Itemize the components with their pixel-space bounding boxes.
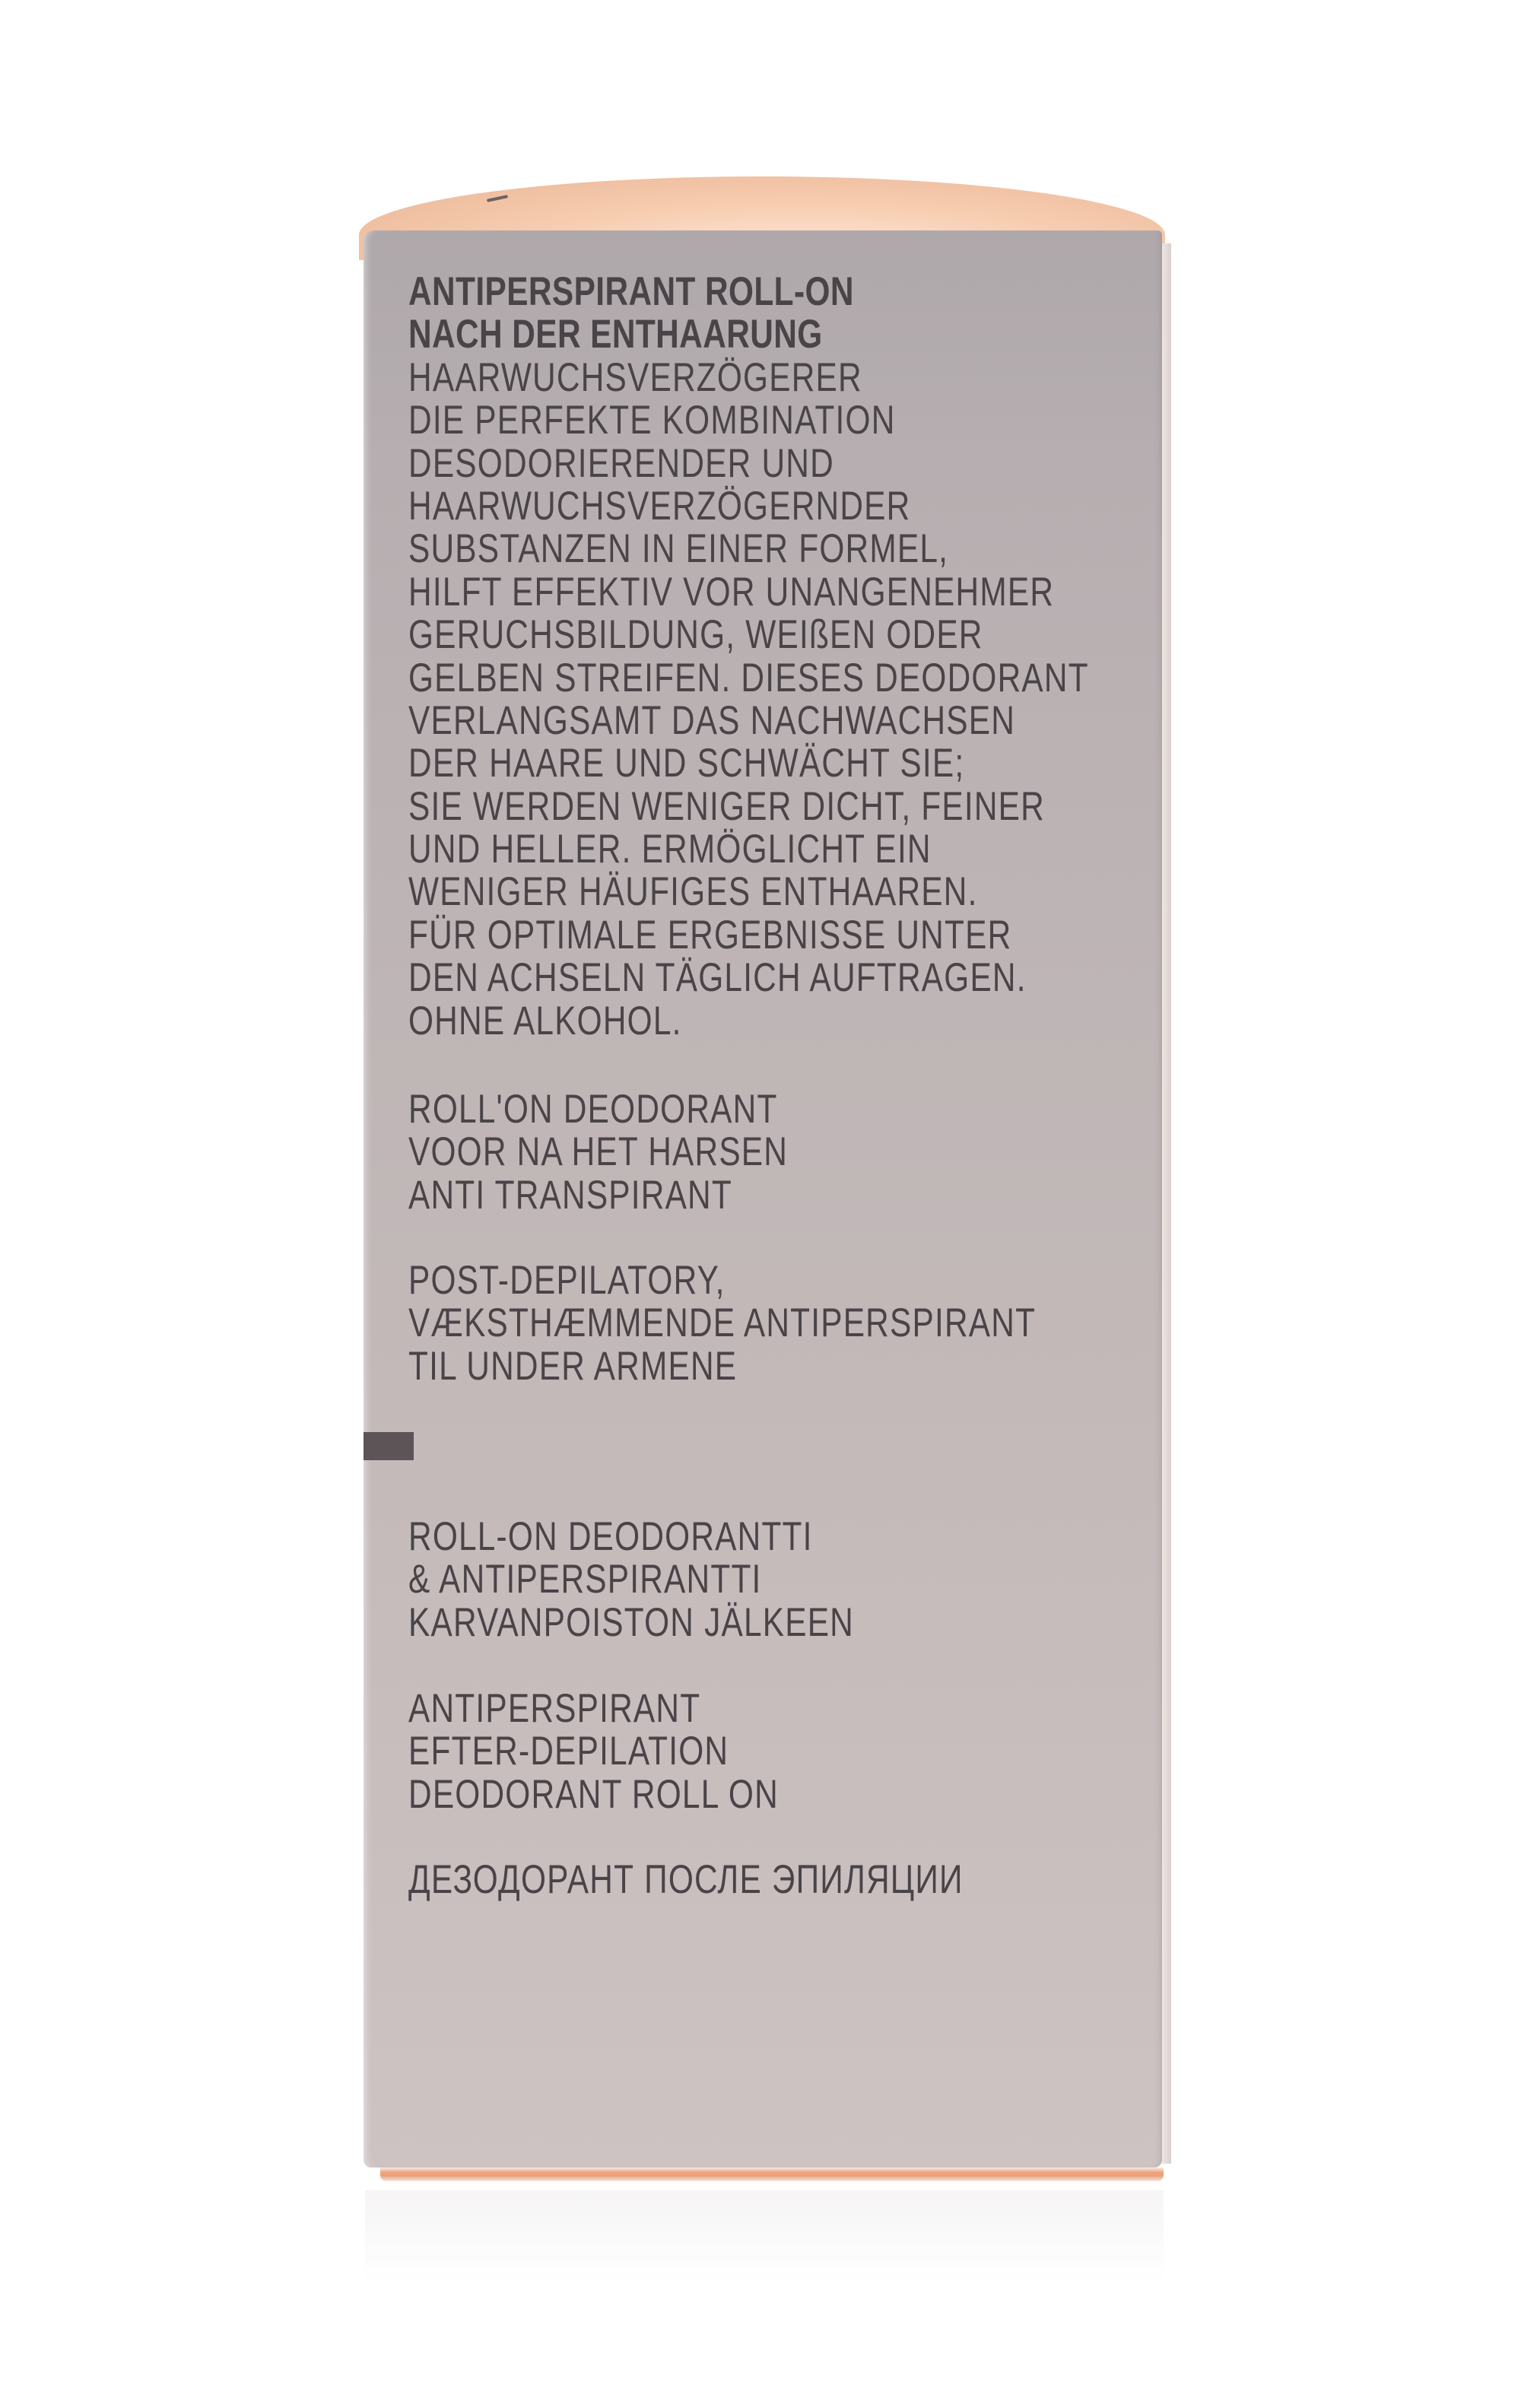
da-line: VÆKSTHÆMMENDE ANTIPERSPIRANT xyxy=(408,1300,1037,1346)
de-body-line: FÜR OPTIMALE ERGEBNISSE UNTER xyxy=(408,912,1012,957)
fi-line: & ANTIPERSPIRANTTI xyxy=(408,1557,762,1602)
de-title-line: NACH DER ENTHAARUNG xyxy=(408,312,823,357)
de-body-line: GELBEN STREIFEN. DIESES DEODORANT xyxy=(408,655,1089,700)
fi-line: ROLL-ON DEODORANTTI xyxy=(408,1514,813,1559)
de-body-line: DESODORIERENDER UND xyxy=(408,440,834,486)
da-line: TIL UNDER ARMENE xyxy=(408,1343,738,1389)
sv-line: ANTIPERSPIRANT xyxy=(408,1686,701,1731)
de-body-line: HILFT EFFEKTIV VOR UNANGENEHMER xyxy=(408,569,1055,615)
nl-line: ROLL'ON DEODORANT xyxy=(408,1087,778,1132)
de-body-line: GERUCHSBILDUNG, WEIßEN ODER xyxy=(408,612,983,658)
de-body-line: DIE PERFEKTE KOMBINATION xyxy=(408,398,896,443)
surface-reflection xyxy=(365,2190,1164,2282)
de-body-line: HAARWUCHSVERZÖGERER xyxy=(408,354,862,400)
de-body-line: DEN ACHSELN TÄGLICH AUFTRAGEN. xyxy=(408,955,1027,1001)
da-line: POST-DEPILATORY, xyxy=(408,1258,726,1303)
swedish-text-block xyxy=(408,1688,779,1816)
de-body-line: WENIGER HÄUFIGES ENTHAAREN. xyxy=(408,869,978,915)
de-body-line: SUBSTANZEN IN EINER FORMEL, xyxy=(408,526,949,572)
de-title-line: ANTIPERSPIRANT ROLL-ON xyxy=(408,269,854,314)
nl-line: ANTI TRANSPIRANT xyxy=(408,1172,732,1218)
de-body-line: HAARWUCHSVERZÖGERNDER xyxy=(408,483,911,529)
box-bottom-flap xyxy=(380,2167,1164,2181)
nl-line: VOOR NA HET HARSEN xyxy=(408,1129,789,1175)
de-body-line: VERLANGSAMT DAS NACHWACHSEN xyxy=(408,697,1016,743)
ru-line: ДЕЗОДОРАНТ ПОСЛЕ ЭПИЛЯЦИИ xyxy=(408,1857,964,1902)
sv-line: DEODORANT ROLL ON xyxy=(408,1771,779,1817)
de-body-line: OHNE ALKOHOL. xyxy=(408,998,682,1043)
russian-text-block xyxy=(408,1859,964,1901)
de-body-line: DER HAARE UND SCHWÄCHT SIE; xyxy=(408,741,965,786)
sv-line: EFTER-DEPILATION xyxy=(408,1729,729,1774)
de-body-line: SIE WERDEN WENIGER DICHT, FEINER xyxy=(408,783,1045,829)
de-body-line: UND HELLER. ERMÖGLICHT EIN xyxy=(408,827,932,872)
fi-line: KARVANPOISTON JÄLKEEN xyxy=(408,1599,855,1645)
color-marker-bar xyxy=(364,1432,414,1460)
box-right-edge xyxy=(1162,243,1171,2164)
finnish-text-block xyxy=(408,1516,854,1644)
danish-text-block xyxy=(408,1259,1036,1388)
dutch-text-block xyxy=(408,1088,788,1217)
german-text-block xyxy=(408,271,1089,1043)
